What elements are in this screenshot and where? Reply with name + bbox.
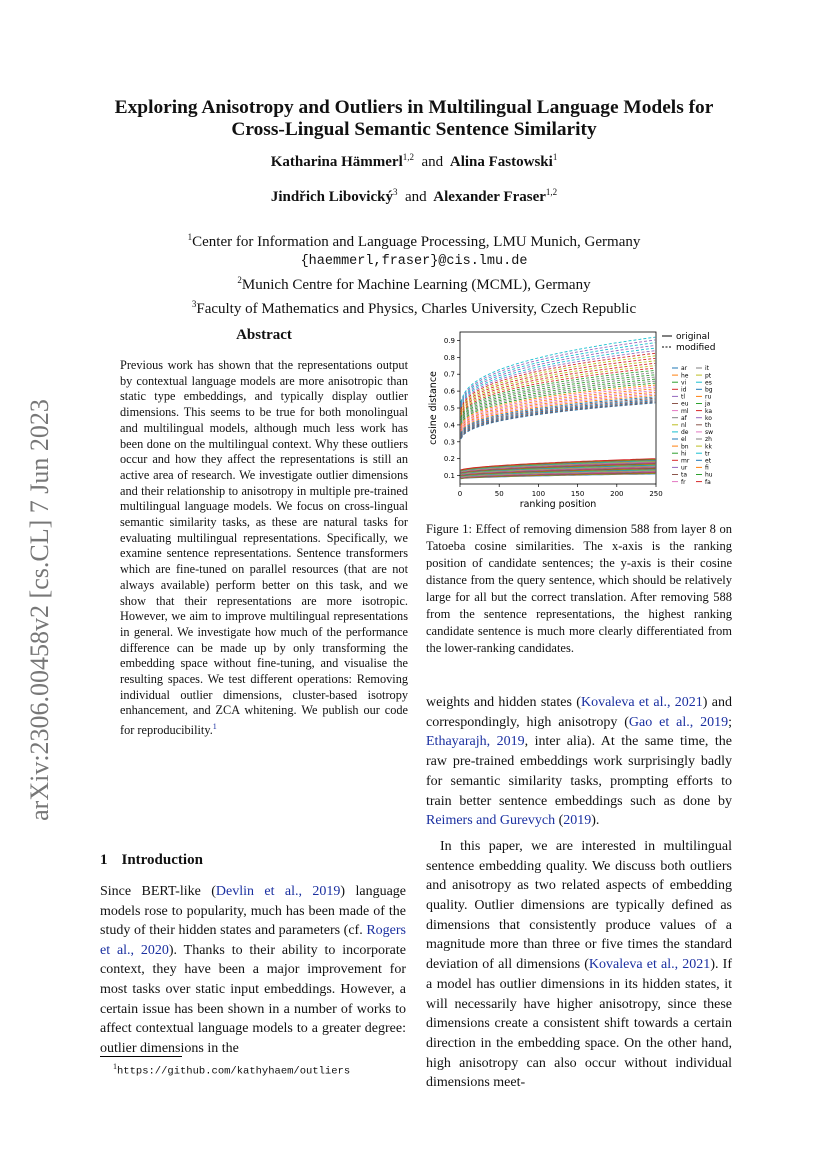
legend-label-nl: nl xyxy=(681,422,687,429)
right-text-b: ) and correspondingly, high anisotropy ( xyxy=(426,695,732,730)
legend-label-ur: ur xyxy=(681,464,688,472)
legend-label-hu: hu xyxy=(705,471,713,479)
legend-label-mr: mr xyxy=(681,457,690,465)
footnote xyxy=(113,1062,350,1078)
legend-label-ru: ru xyxy=(705,393,712,401)
affil-3-text: Faculty of Mathematics and Physics, Charles University, Czech Republic xyxy=(196,301,637,317)
legend-label-el: el xyxy=(681,436,687,444)
legend-label-id: id xyxy=(681,386,687,394)
section-heading-introduction xyxy=(100,852,203,869)
right-text-f: ). xyxy=(591,813,600,829)
author-2: Alina Fastowski xyxy=(449,154,553,170)
affiliation-1 xyxy=(60,228,768,252)
citation-rogers[interactable]: Rogers et al., 2020 xyxy=(100,923,406,958)
x-axis-label: ranking position xyxy=(519,499,597,510)
and-2: and xyxy=(404,189,427,205)
legend-label-bn: bn xyxy=(681,443,689,451)
legend-label-it: it xyxy=(705,365,710,373)
legend-label-zh: zh xyxy=(705,436,712,444)
section-title: Introduction xyxy=(121,852,203,868)
author-4-sup: 1,2 xyxy=(545,187,558,197)
intro-text-a: Since BERT-like ( xyxy=(100,884,216,899)
authors-line-1 xyxy=(60,152,768,171)
intro-text-b: ) language models rose to popularity, much has been made of the study of their hidden states and parameters (cf. xyxy=(100,884,407,939)
legend-label-kk: kk xyxy=(705,443,712,451)
y-tick-label: 0.7 xyxy=(443,370,455,379)
legend-label-es: es xyxy=(705,379,712,387)
abstract-body xyxy=(120,358,408,739)
legend-style-label-original: original xyxy=(676,332,710,342)
figure-1-chart xyxy=(426,324,736,512)
affiliation-2 xyxy=(60,271,768,295)
legend-label-pt: pt xyxy=(705,372,712,380)
affil-1-sup: 1 xyxy=(187,232,193,242)
y-tick-label: 0.3 xyxy=(443,438,455,447)
modified-line-ar xyxy=(461,403,655,439)
legend-label-tl: tl xyxy=(681,393,686,401)
chart-lines xyxy=(461,337,655,479)
affiliation-3 xyxy=(60,295,768,319)
right-column-text xyxy=(426,693,732,1093)
legend-label-tr: tr xyxy=(705,450,710,458)
citation-gao[interactable]: Gao et al., 2019 xyxy=(628,714,729,730)
legend-label-ko: ko xyxy=(705,414,712,422)
arxiv-id: arXiv:2306.00458v2 [cs.CL] 7 Jun 2023 xyxy=(25,399,54,821)
abstract-text: Previous work has shown that the representations output by contextual language models are more anisotropic than static type embeddings, and typically display outlier dimensions. This seems to be true for both monolingual and multilingual models, although much less work has been done on the multilingual context. Why these outliers occur and how they affect the representations is still an active area of research. We investigate outlier dimensions and their relationship to anisotropy in multiple pre-trained multilingual language models. We focus on cross-lingual semantic similarity tasks, as these are natural tasks for evaluating multilingual representations. Specifically, we examine sentence representations. Sentence transformers which are fine-tuned on parallel resources (that are not always available) perform better on this task, and we show that their representations are more isotropic. However, we aim to improve multilingual representations in general. We investigate how much of the performance difference can be made up by only transforming the embedding space without fine-tuning, and visualise the resulting spaces. We test different operations: Removing individual outlier dimensions, cluster-based isotropy enhancement, and ZCA whitening. We publish our code for reproducibility. xyxy=(120,358,408,738)
and-1: and xyxy=(421,154,444,170)
x-tick-label: 250 xyxy=(649,490,663,498)
right-text-g: In this paper, we are interested in multilingual sentence embedding quality. We discuss both outliers and anisotropy as two related aspects of embedding quality. Outlier dimensions are typically defined as dimensions that consistently produce values of a magnitude more than three or five times the standard deviation of all dimensions ( xyxy=(426,838,732,973)
legend-label-ta: ta xyxy=(681,471,688,479)
legend-label-af: af xyxy=(681,414,687,422)
email: {haemmerl,fraser}@cis.lmu.de xyxy=(300,254,528,269)
legend-label-de: de xyxy=(681,429,689,437)
legend-label-fi: fi xyxy=(705,464,709,472)
right-text-e: ( xyxy=(555,813,564,829)
x-tick-label: 150 xyxy=(570,490,585,498)
legend-label-hi: hi xyxy=(681,450,687,458)
authors-line-2 xyxy=(60,187,768,206)
footnote-url[interactable]: https://github.com/kathyhaem/outliers xyxy=(117,1065,351,1078)
right-text-h: ). If a model has outlier dimensions in its hidden states, it will necessarily have higher anisotropy, since these dimensions create a consistent shift towards a certain direction in the embedding space. On the other hand, high anisotropy can also occur without individual dimensions meet- xyxy=(426,957,732,1091)
author-2-sup: 1 xyxy=(552,152,558,162)
chart-legend xyxy=(662,332,715,486)
footnote-mark: 1 xyxy=(113,1062,117,1071)
title-line-1: Exploring Anisotropy and Outliers in Multilingual Language Models for xyxy=(114,97,714,118)
x-tick-label: 0 xyxy=(457,490,463,498)
title-line-2: Cross-Lingual Semantic Sentence Similarity xyxy=(231,119,597,140)
legend-label-vi: vi xyxy=(681,379,687,387)
citation-kovaleva-1[interactable]: Kovaleva et al., 2021 xyxy=(580,695,703,710)
legend-label-th: th xyxy=(705,422,712,429)
abstract-heading: Abstract xyxy=(236,327,292,343)
legend-style-label-modified: modified xyxy=(676,343,716,353)
modified-line-el xyxy=(461,402,655,438)
right-text-d: , inter alia). At the same time, the raw pre-trained embeddings work surprisingly badly for semantic similarity tasks, prompting efforts to train better sentence embeddings such as done by xyxy=(426,734,732,809)
legend-label-he: he xyxy=(681,372,689,380)
affiliations xyxy=(60,228,768,319)
citation-devlin[interactable]: Devlin et al., 2019 xyxy=(215,884,341,899)
author-1: Katharina Hämmerl xyxy=(270,154,403,170)
affil-2-sup: 2 xyxy=(237,275,242,285)
abstract-footnote-mark[interactable]: 1 xyxy=(212,722,217,732)
affil-1-text: Center for Information and Language Processing, LMU Munich, Germany xyxy=(192,234,641,250)
citation-ethayarajh[interactable]: Ethayarajh, 2019 xyxy=(426,734,525,750)
citation-kovaleva-2[interactable]: Kovaleva et al., 2021 xyxy=(588,957,711,973)
legend-label-ka: ka xyxy=(705,407,713,415)
affil-2-text: Munich Centre for Machine Learning (MCML), Germany xyxy=(241,277,591,293)
y-tick-label: 0.8 xyxy=(443,353,455,362)
right-text-a: weights and hidden states ( xyxy=(426,695,581,710)
x-tick-label: 100 xyxy=(531,490,546,498)
legend-label-fa: fa xyxy=(705,478,711,486)
y-tick-label: 0.5 xyxy=(443,404,455,413)
affil-3-sup: 3 xyxy=(191,299,197,309)
arxiv-sidebar xyxy=(16,375,64,845)
y-tick-label: 0.9 xyxy=(443,336,455,345)
legend-label-et: et xyxy=(705,457,712,465)
y-tick-label: 0.1 xyxy=(443,472,455,481)
x-tick-label: 50 xyxy=(494,490,504,498)
legend-label-ja: ja xyxy=(705,400,711,408)
right-paragraph-1 xyxy=(426,693,732,831)
x-tick-label: 200 xyxy=(610,490,624,498)
y-tick-label: 0.2 xyxy=(443,455,455,464)
citation-reimers-year[interactable]: 2019 xyxy=(563,813,592,829)
modified-line-et xyxy=(461,397,655,433)
intro-paragraph xyxy=(100,882,406,1058)
legend-label-bg: bg xyxy=(705,386,713,394)
paper-title xyxy=(60,97,768,141)
right-paragraph-2 xyxy=(426,837,732,1093)
author-3: Jindřich Libovický xyxy=(270,189,393,205)
author-3-sup: 3 xyxy=(392,187,398,197)
right-text-c: ; xyxy=(728,714,732,730)
intro-text-c: ). Thanks to their ability to incorporate context, they have been a major improvement for most tasks over static input embeddings. However, a certain issue has been shown in a number of works to affect contextual language models to a greater degree: outlier dimensions in the xyxy=(100,942,406,1056)
author-4: Alexander Fraser xyxy=(433,189,546,205)
legend-label-sw: sw xyxy=(705,429,714,437)
legend-label-ar: ar xyxy=(681,365,688,373)
author-1-sup: 1,2 xyxy=(402,152,415,162)
citation-reimers[interactable]: Reimers and Gurevych xyxy=(426,813,556,829)
figure-1-caption: Figure 1: Effect of removing dimension 588 from layer 8 on Tatoeba cosine similarities. The x-axis is the ranking position of candidate sentences; the y-axis is their cosine distance from the query sentence, which should be relatively large for all but the correct translation. After removing 588 from the sentence representations, the highest ranking candidate sentence is much more clearly differentiated from the lower-ranking candidates. xyxy=(426,522,732,655)
footnote-rule xyxy=(100,1056,182,1057)
legend-label-ml: ml xyxy=(681,407,689,415)
legend-label-eu: eu xyxy=(681,400,689,408)
section-number: 1 xyxy=(100,852,108,868)
y-axis-label: cosine distance xyxy=(428,371,439,445)
y-tick-label: 0.4 xyxy=(443,421,455,430)
y-tick-label: 0.6 xyxy=(443,387,455,396)
legend-label-fr: fr xyxy=(681,478,686,486)
